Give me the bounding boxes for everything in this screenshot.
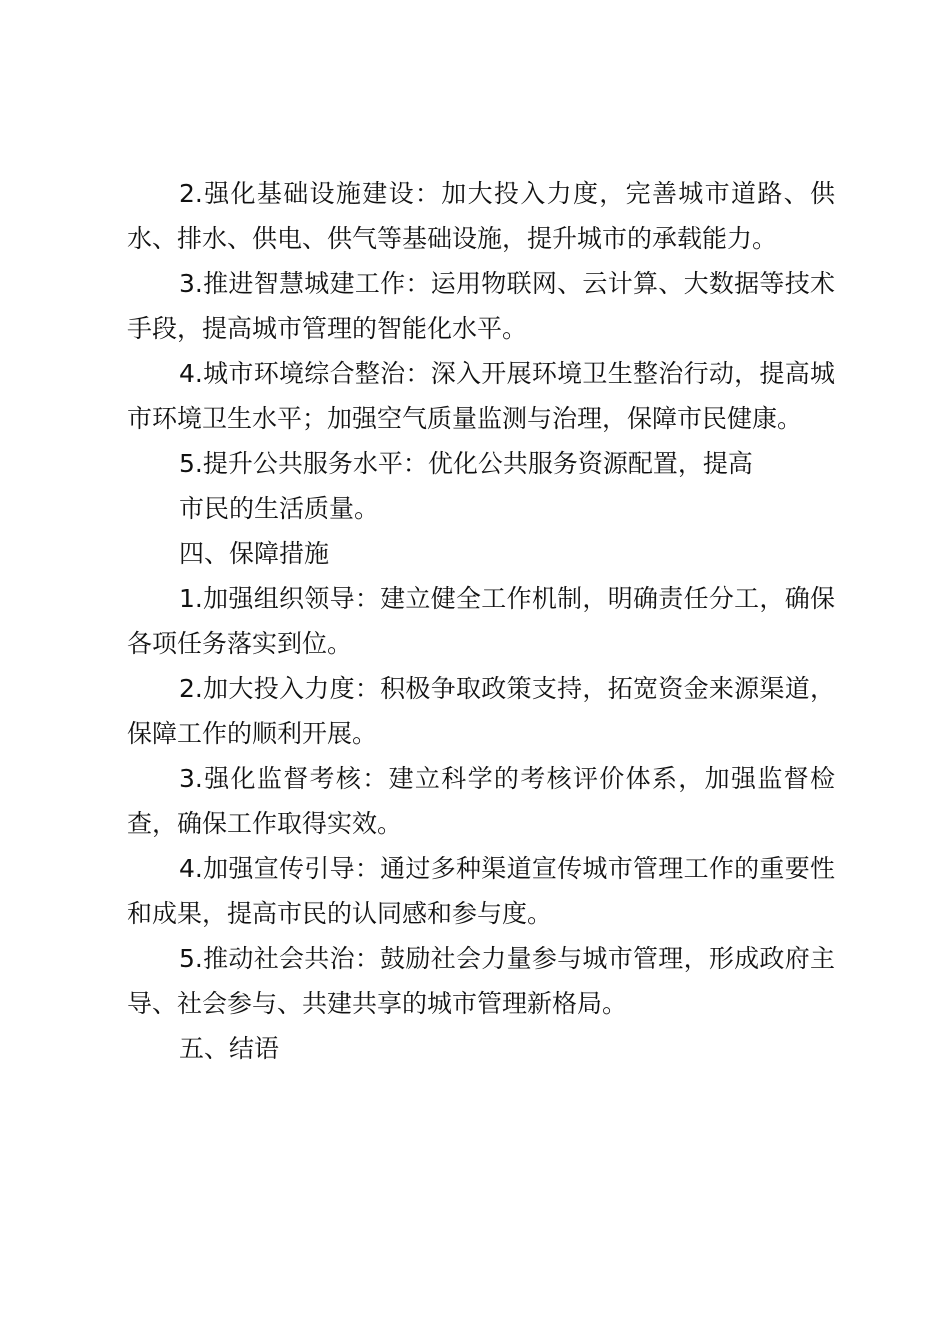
section-heading-conclusion: 五、结语: [179, 1034, 280, 1063]
document-body: [127, 171, 835, 1071]
paragraph-supervision: 3.强化监督考核：建立科学的考核评价体系，加强监督检查，确保工作取得实效。: [127, 764, 835, 838]
paragraph-co-governance: 5.推动社会共治：鼓励社会力量参与城市管理，形成政府主导、社会参与、共建共享的城市管理新格局。: [127, 944, 835, 1018]
paragraph-infrastructure: 2.强化基础设施建设：加大投入力度，完善城市道路、供水、排水、供电、供气等基础设施，提升城市的承载能力。: [127, 179, 835, 253]
paragraph-public-service-continuation: 市民的生活质量。: [179, 494, 380, 523]
paragraph-environment: 4.城市环境综合整治：深入开展环境卫生整治行动，提高城市环境卫生水平；加强空气质量监测与治理，保障市民健康。: [127, 359, 835, 433]
paragraph-public-service: 5.提升公共服务水平：优化公共服务资源配置，提高: [179, 449, 753, 478]
section-heading-safeguards: 四、保障措施: [179, 539, 330, 568]
paragraph-organization: 1.加强组织领导：建立健全工作机制，明确责任分工，确保各项任务落实到位。: [127, 584, 835, 658]
paragraph-publicity: 4.加强宣传引导：通过多种渠道宣传城市管理工作的重要性和成果，提高市民的认同感和参与度。: [127, 854, 835, 928]
paragraph-smart-city: 3.推进智慧城建工作：运用物联网、云计算、大数据等技术手段，提高城市管理的智能化水平。: [127, 269, 835, 343]
paragraph-investment: 2.加大投入力度：积极争取政策支持，拓宽资金来源渠道，保障工作的顺利开展。: [127, 674, 835, 748]
